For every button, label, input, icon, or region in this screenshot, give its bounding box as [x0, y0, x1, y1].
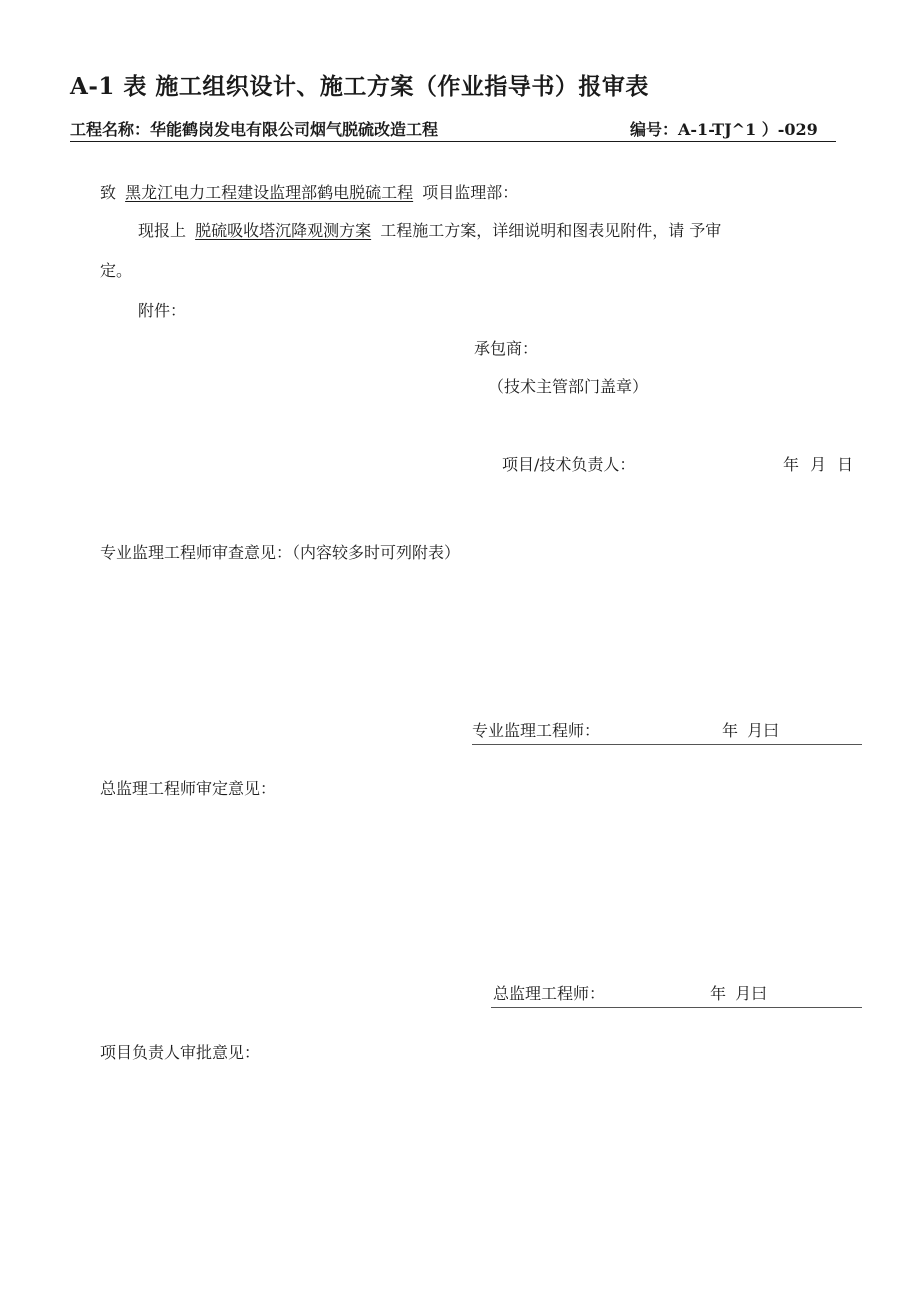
- chief-signature-line: [491, 981, 862, 1008]
- form-code: 编号：A-1-TJ^1 ）-029: [630, 120, 818, 139]
- page-title: A-1 表 施工组织设计、施工方案（作业指导书）报审表: [70, 73, 649, 100]
- specialist-date: 年 月曰: [722, 721, 780, 740]
- address-line: [100, 180, 518, 203]
- recipient-name: 黑龙江电力工程建设监理部鹤电脱硫工程: [125, 183, 414, 202]
- chief-review-heading: 总监理工程师审定意见：: [100, 779, 277, 798]
- address-suffix: 项目监理部：: [422, 183, 519, 202]
- chief-signer-label: 总监理工程师：: [493, 984, 606, 1003]
- project-name: 工程名称：华能鹤岗发电有限公司烟气脱硫改造工程: [70, 120, 439, 139]
- project-manager-review-heading: 项目负责人审批意见：: [100, 1043, 261, 1062]
- stamp-note: （技术主管部门盖章）: [488, 377, 649, 396]
- report-prefix: 现报上: [138, 221, 187, 240]
- report-suffix: 工程施工方案，详细说明和图表见附件，请 予审: [380, 221, 722, 240]
- chief-date: 年 月曰: [710, 984, 768, 1003]
- address-prefix: 致: [100, 183, 117, 202]
- contractor-label: 承包商：: [474, 339, 539, 358]
- form-header: [70, 117, 836, 142]
- report-line: [138, 218, 721, 241]
- specialist-signature-line: [472, 718, 862, 745]
- contractor-date: 年 月 日: [783, 455, 854, 474]
- specialist-signer-label: 专业监理工程师：: [472, 721, 601, 740]
- responsible-person-label: 项目/技术负责人：: [502, 455, 636, 474]
- plan-name: 脱硫吸收塔沉降观测方案: [195, 221, 372, 240]
- attachment-label: 附件：: [138, 301, 187, 320]
- report-continuation: 定。: [100, 261, 133, 280]
- specialist-review-heading: 专业监理工程师审查意见：（内容较多时可列附表）: [100, 543, 461, 562]
